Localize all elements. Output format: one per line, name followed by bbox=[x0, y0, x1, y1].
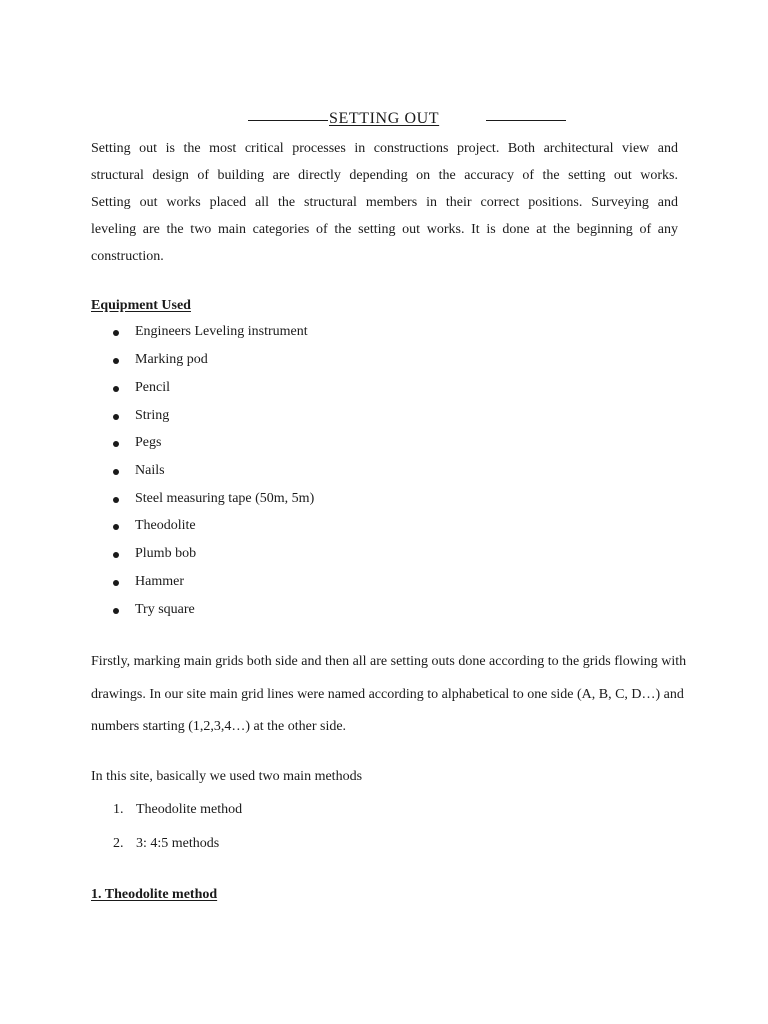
list-item: Theodolite bbox=[135, 518, 196, 533]
bullet-icon bbox=[113, 358, 119, 364]
intro-line: construction. bbox=[91, 249, 164, 264]
section-heading: 1. Theodolite method bbox=[91, 887, 218, 902]
list-item: String bbox=[135, 408, 170, 423]
bullet-icon bbox=[113, 330, 119, 336]
methods-intro: In this site, basically we used two main methods bbox=[91, 769, 363, 784]
list-item: Plumb bob bbox=[135, 546, 197, 561]
intro-line: leveling are the two main categories of the setting out works. It is done at the beginning of any bbox=[91, 222, 678, 237]
method-label: 3: 4:5 methods bbox=[136, 836, 220, 851]
page-title: SETTING OUT bbox=[329, 110, 440, 127]
bullet-icon bbox=[113, 441, 119, 447]
equipment-heading: Equipment Used bbox=[91, 298, 191, 313]
title-rule-left bbox=[248, 120, 328, 121]
intro-line: Setting out is the most critical processes in constructions project. Both architectural view and bbox=[91, 141, 678, 156]
bullet-icon bbox=[113, 524, 119, 530]
list-item: Marking pod bbox=[135, 352, 208, 367]
grid-paragraph-line: numbers starting (1,2,3,4…) at the other side. bbox=[91, 719, 347, 734]
method-number: 1. bbox=[113, 802, 124, 817]
bullet-icon bbox=[113, 386, 119, 392]
bullet-icon bbox=[113, 469, 119, 475]
list-item: Pencil bbox=[135, 380, 170, 395]
intro-line: Setting out works placed all the structural members in their correct positions. Surveying and bbox=[91, 195, 678, 210]
list-item: Engineers Leveling instrument bbox=[135, 324, 308, 339]
list-item: Nails bbox=[135, 463, 165, 478]
method-number: 2. bbox=[113, 836, 124, 851]
bullet-icon bbox=[113, 414, 119, 420]
bullet-icon bbox=[113, 497, 119, 503]
list-item: Try square bbox=[135, 602, 195, 617]
list-item: Hammer bbox=[135, 574, 184, 589]
grid-paragraph-line: Firstly, marking main grids both side and then all are setting outs done according to the grids flowing with bbox=[91, 654, 687, 669]
method-label: Theodolite method bbox=[136, 802, 243, 817]
title-row bbox=[0, 110, 768, 130]
list-item: Pegs bbox=[135, 435, 162, 450]
intro-line: structural design of building are directly depending on the accuracy of the setting out works. bbox=[91, 168, 678, 183]
bullet-icon bbox=[113, 580, 119, 586]
bullet-icon bbox=[113, 552, 119, 558]
grid-paragraph-line: drawings. In our site main grid lines were named according to alphabetical to one side (A, B, C, D…) and bbox=[91, 687, 684, 702]
title-rule-right bbox=[486, 120, 566, 121]
list-item: Steel measuring tape (50m, 5m) bbox=[135, 491, 315, 506]
bullet-icon bbox=[113, 608, 119, 614]
